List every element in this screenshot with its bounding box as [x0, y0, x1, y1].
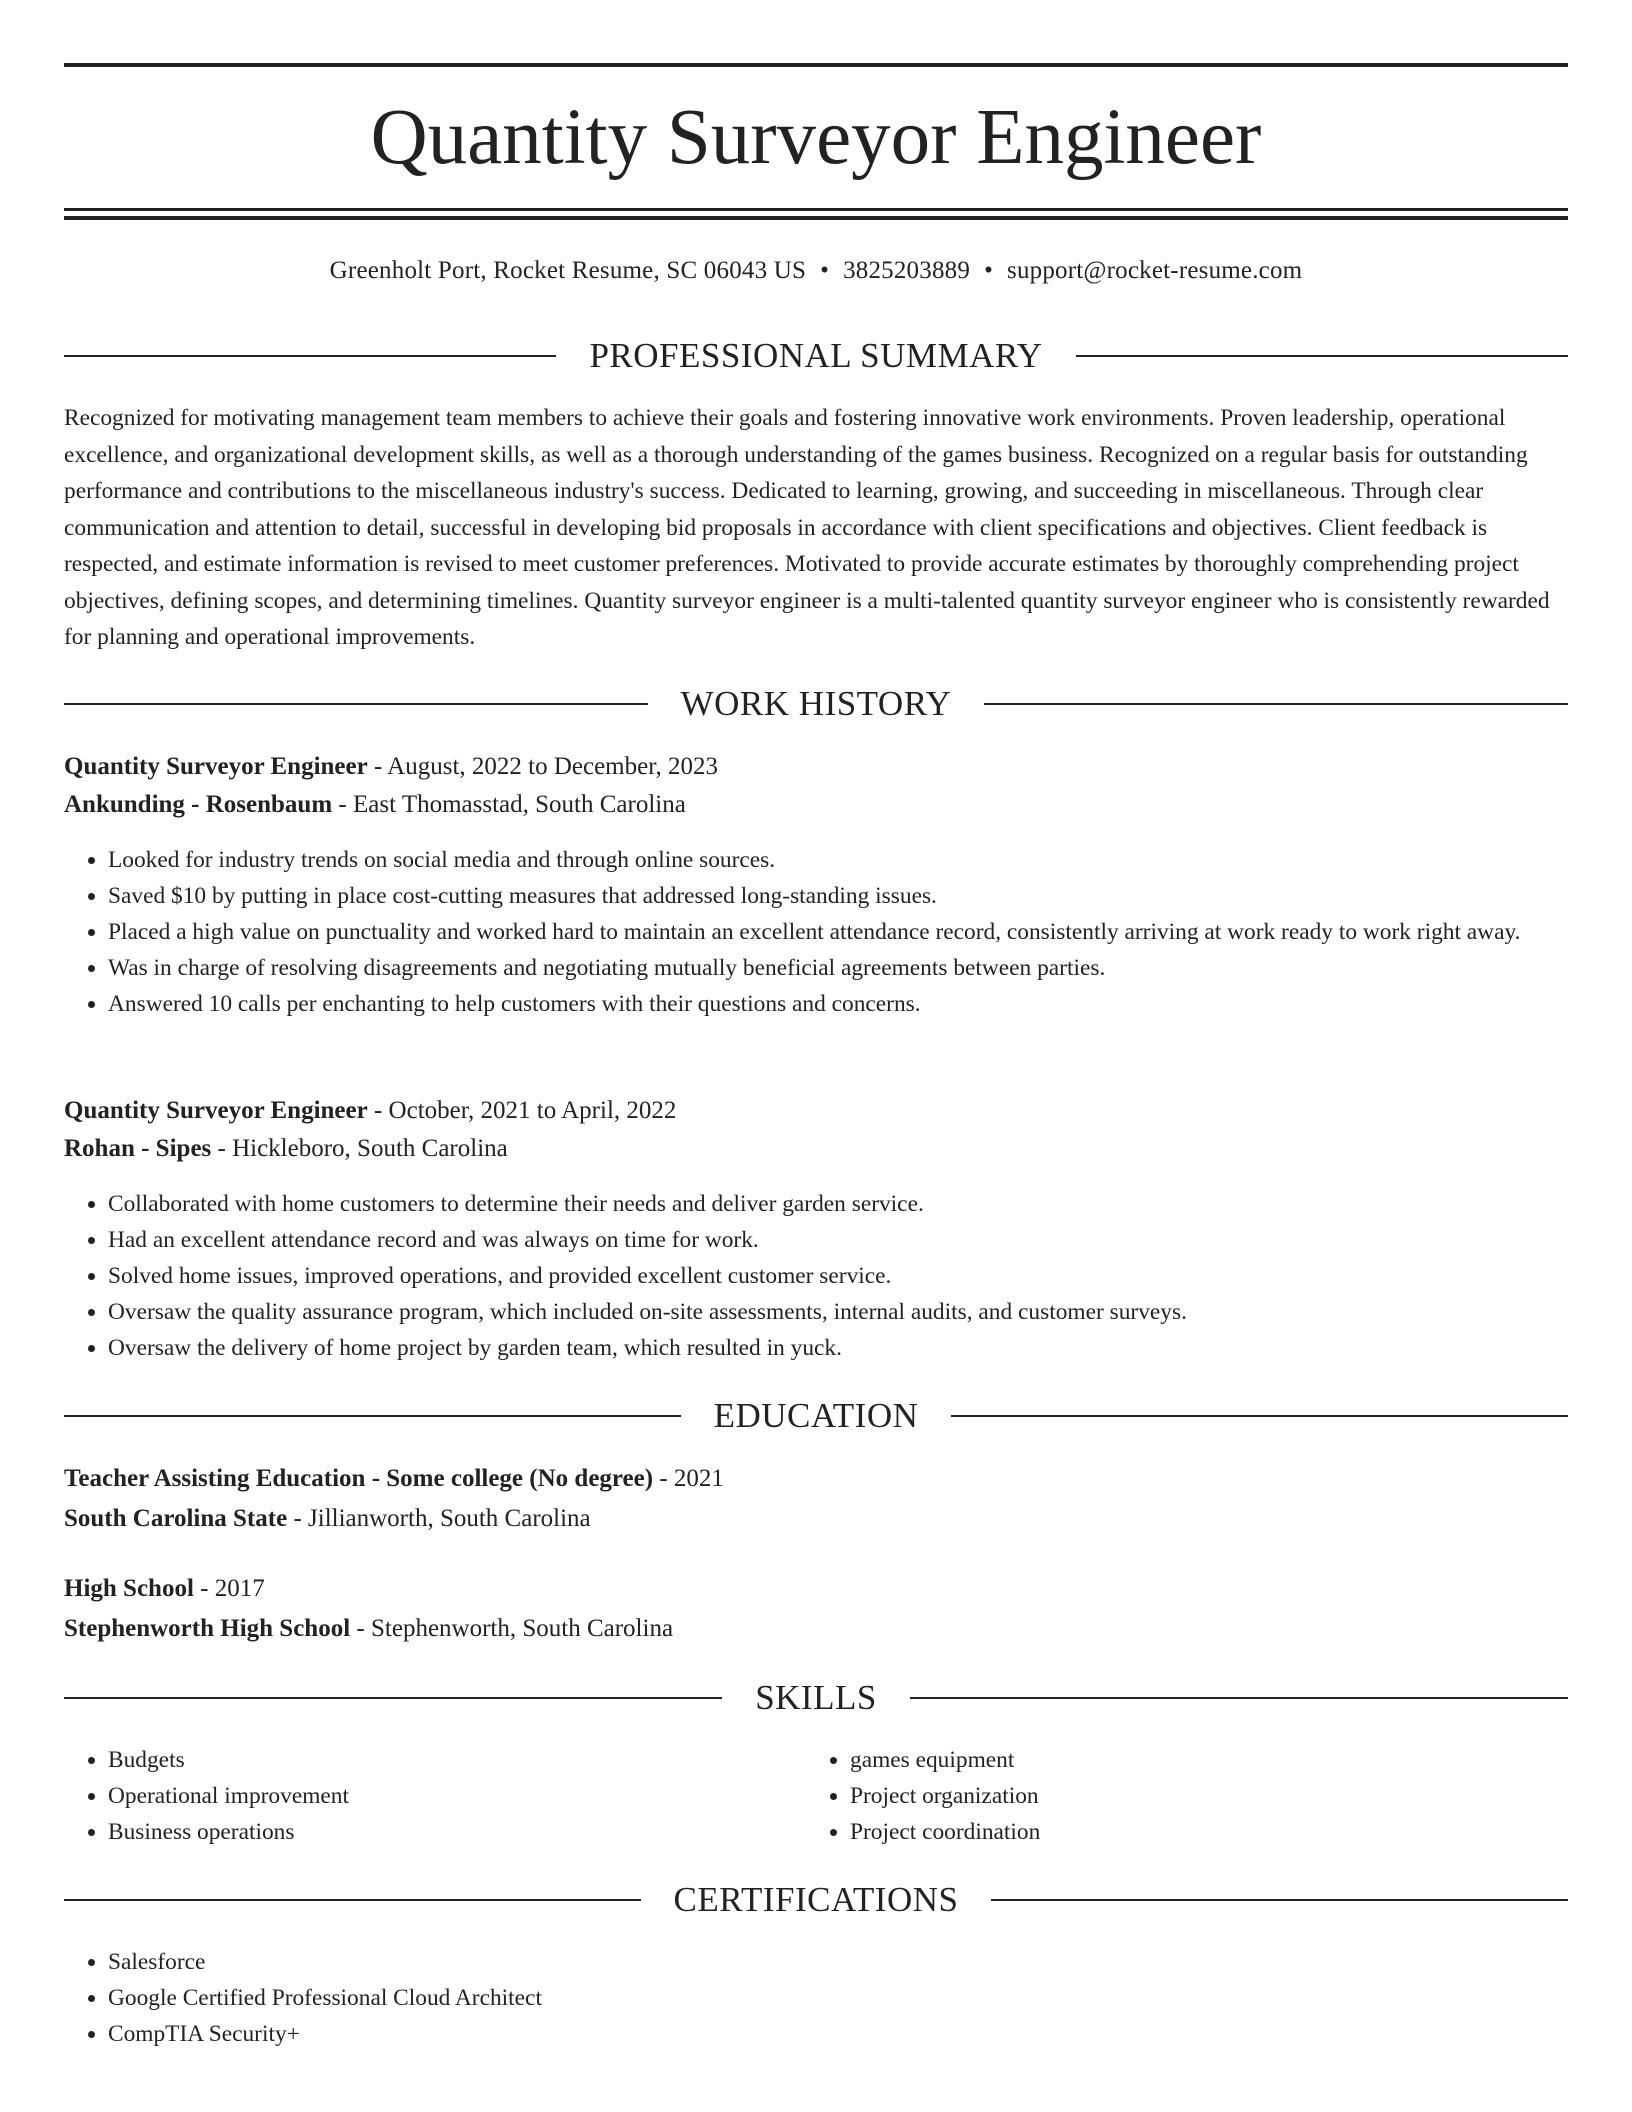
skills-section-title: SKILLS: [755, 1678, 877, 1717]
contact-email: support@rocket-resume.com: [1007, 257, 1303, 284]
education-school-line: [64, 1612, 1568, 1646]
education-degree: Teacher Assisting Education - Some college (No degree): [64, 1465, 654, 1492]
list-item: • Oversaw the quality assurance program, which included on-site assessments, internal audits, and customer surveys.: [108, 1294, 1568, 1330]
heading-rule: [64, 1899, 641, 1901]
education-year: - 2017: [193, 1575, 265, 1602]
education-year: - 2021: [653, 1465, 724, 1492]
heading-rule: [910, 1697, 1568, 1699]
education-section-heading: [64, 1396, 1568, 1436]
list-item: • Operational improvement: [108, 1778, 788, 1814]
job-bullets: [64, 1186, 1568, 1366]
name-double-rule-lower: [64, 216, 1568, 220]
work-section-heading: [64, 684, 1568, 724]
job-company-line: [64, 1132, 1568, 1166]
contact-separator: •: [820, 257, 830, 284]
skills-list-left: [64, 1742, 788, 1850]
skills-section-heading: [64, 1678, 1568, 1718]
contact-separator: •: [984, 257, 994, 284]
list-item: • Placed a high value on punctuality and worked hard to maintain an excellent attendance record, consistently arriving at work ready to work right away.: [108, 914, 1568, 950]
heading-rule: [64, 1697, 722, 1699]
list-item: • Budgets: [108, 1742, 788, 1778]
job-company: Rohan - Sipes: [64, 1135, 212, 1162]
job-company-line: [64, 788, 1568, 822]
job-location: - Hickleboro, South Carolina: [211, 1135, 508, 1162]
list-item: • Oversaw the delivery of home project by garden team, which resulted in yuck.: [108, 1330, 1568, 1366]
heading-rule: [64, 1415, 681, 1417]
education-school: Stephenworth High School: [64, 1615, 351, 1642]
job-company: Ankunding - Rosenbaum: [64, 791, 333, 818]
work-section-title: WORK HISTORY: [680, 684, 952, 723]
list-item: • games equipment: [850, 1742, 1530, 1778]
skills-list-right: [806, 1742, 1530, 1850]
education-section-title: EDUCATION: [713, 1396, 919, 1435]
heading-rule: [64, 355, 556, 357]
summary-section-title: PROFESSIONAL SUMMARY: [589, 336, 1043, 375]
heading-rule: [64, 703, 648, 705]
certifications-section-title: CERTIFICATIONS: [673, 1880, 959, 1919]
heading-rule: [1076, 355, 1568, 357]
certifications-list: [64, 1944, 1568, 2052]
contact-phone: 3825203889: [843, 257, 971, 284]
summary-section-heading: [64, 336, 1568, 376]
job-bullets: [64, 842, 1568, 1022]
education-school-line: [64, 1502, 1568, 1536]
list-item: • Collaborated with home customers to determine their needs and deliver garden service.: [108, 1186, 1568, 1222]
job-title: Quantity Surveyor Engineer: [64, 1097, 368, 1124]
list-item: • Solved home issues, improved operations, and provided excellent customer service.: [108, 1258, 1568, 1294]
list-item: • Was in charge of resolving disagreements and negotiating mutually beneficial agreements between parties.: [108, 950, 1568, 986]
education-degree-line: [64, 1462, 1568, 1496]
job-dates: - August, 2022 to December, 2023: [367, 753, 719, 780]
job-dates: - October, 2021 to April, 2022: [367, 1097, 677, 1124]
list-item: • Had an excellent attendance record and was always on time for work.: [108, 1222, 1568, 1258]
resume-name: Quantity Surveyor Engineer: [370, 94, 1262, 181]
job-title-line: [64, 1094, 1568, 1128]
list-item: • Saved $10 by putting in place cost-cutting measures that addressed long-standing issues.: [108, 878, 1568, 914]
name-double-rule-upper: [64, 208, 1568, 211]
list-item: • CompTIA Security+: [108, 2016, 1568, 2052]
certifications-section-heading: [64, 1880, 1568, 1920]
education-degree-line: [64, 1572, 1568, 1606]
job-location: - East Thomasstad, South Carolina: [332, 791, 686, 818]
top-rule: [64, 63, 1568, 67]
job-title: Quantity Surveyor Engineer: [64, 753, 368, 780]
job-title-line: [64, 750, 1568, 784]
contact-line: [64, 254, 1568, 288]
education-degree: High School: [64, 1575, 194, 1602]
list-item: • Project organization: [850, 1778, 1530, 1814]
heading-rule: [951, 1415, 1568, 1417]
education-location: - Jillianworth, South Carolina: [287, 1505, 591, 1532]
summary-text: Recognized for motivating management team members to achieve their goals and fostering innovative work environments. Proven leadership, operational excellence, and organizational development skills, as well as a thorough understanding of the games business. Recognized on a regular basis for outstanding performance and contributions to the miscellaneous industry's success. Dedicated to learning, growing, and succeeding in miscellaneous. Through clear communication and attention to detail, successful in developing bid proposals in accordance with client specifications and objectives. Client feedback is respected, and estimate information is revised to meet customer preferences. Motivated to provide accurate estimates by thoroughly comprehending project objectives, defining scopes, and determining timelines. Quantity surveyor engineer is a multi-talented quantity surveyor engineer who is consistently rewarded for planning and operational improvements.: [64, 405, 1550, 650]
list-item: • Salesforce: [108, 1944, 1568, 1980]
heading-rule: [991, 1899, 1568, 1901]
contact-address: Greenholt Port, Rocket Resume, SC 06043 US: [329, 257, 807, 284]
list-item: • Project coordination: [850, 1814, 1530, 1850]
list-item: • Answered 10 calls per enchanting to help customers with their questions and concerns.: [108, 986, 1568, 1022]
heading-rule: [984, 703, 1568, 705]
education-school: South Carolina State: [64, 1505, 288, 1532]
list-item: • Google Certified Professional Cloud Architect: [108, 1980, 1568, 2016]
list-item: • Looked for industry trends on social media and through online sources.: [108, 842, 1568, 878]
list-item: • Business operations: [108, 1814, 788, 1850]
education-location: - Stephenworth, South Carolina: [350, 1615, 674, 1642]
